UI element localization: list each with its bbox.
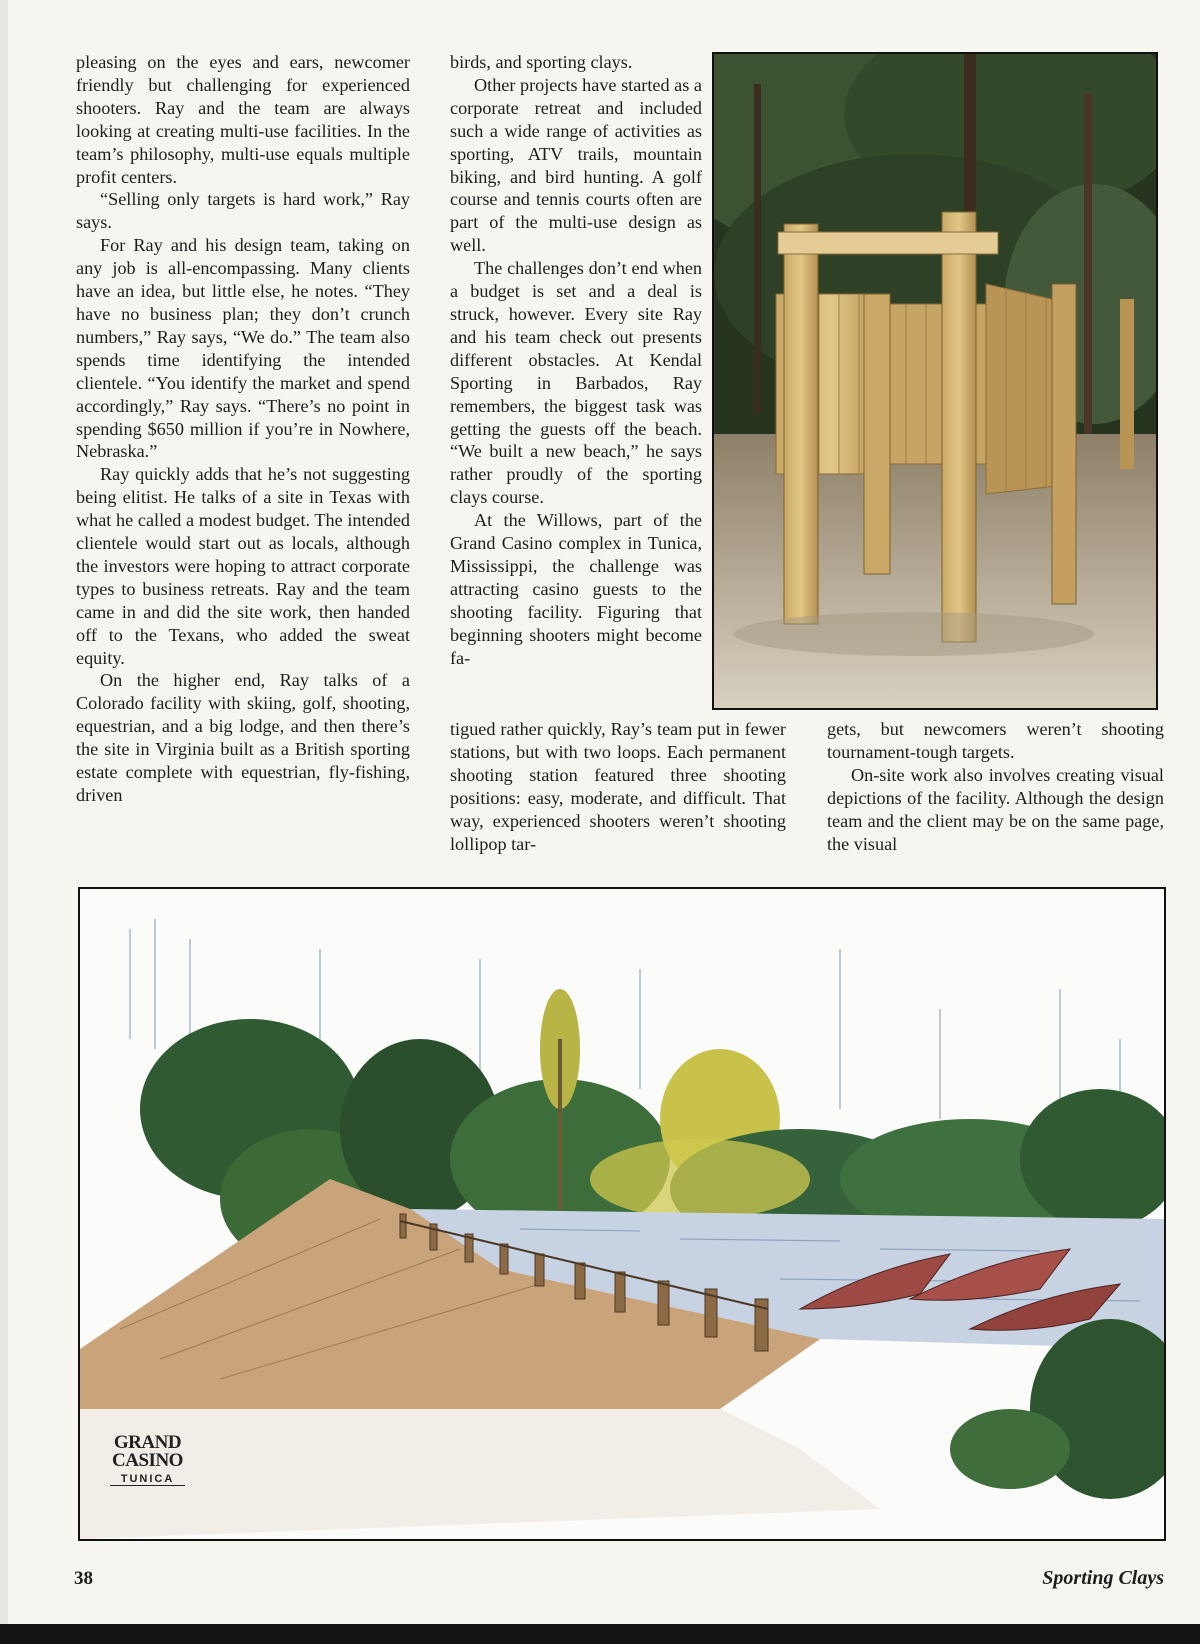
lake-dock-drawing xyxy=(80,889,1164,1539)
logo-line-2: CASINO xyxy=(112,1450,183,1471)
paragraph: On-site work also involves creating visual depictions of the facility. Although the design team and the client may be on the same page, the visual xyxy=(827,764,1164,854)
shooting-station-photo xyxy=(712,52,1158,710)
page-number: 38 xyxy=(74,1568,93,1589)
lake-sketch-illustration xyxy=(78,887,1166,1541)
paragraph: At the Willows, part of the Grand Casino complex in Tunica, Mississippi, the challenge was attracting casino guests to the shooting facility. Figuring that beginning shooters might become fa- xyxy=(450,510,702,668)
logo-line-3: TUNICA xyxy=(110,1473,185,1486)
paragraph: Other projects have started as a corporate retreat and included such a wide range of activities as sporting, ATV trails, mountain biking, and bird hunting. A golf course and tennis courts often are part of the multi-use design as well. xyxy=(450,74,702,256)
shooting-station-illustration xyxy=(714,54,1156,708)
paragraph: Ray quickly adds that he’s not suggesting being elitist. He talks of a site in Texas with what he called a modest budget. The intended clientele would start out as locals, although the investors were hoping to attract corporate types to business retreats. Ray and the team came in and did the site work, then handed off to the Texans, who added the sweat equity. xyxy=(76,464,410,668)
paragraph: “Selling only targets is hard work,” Ray says. xyxy=(76,189,410,233)
article-column-2-continued xyxy=(450,718,786,855)
paragraph: pleasing on the eyes and ears, newcomer friendly but challenging for experienced shooters. Ray and the team are always looking at creating multi-use facilities. In the team’s philosophy, multi-use equals multiple profit centers. xyxy=(76,52,410,187)
paragraph: For Ray and his design team, taking on any job is all-encompassing. Many clients have an idea, but little else, he notes. “They have no business plan; they don’t crunch numbers,” Ray says, “We do.” The team also spends time identifying the intended clientele. “You identify the market and spend accordingly,” Ray says. “There’s no point in spending $650 million if you’re in Nowhere, Nebraska.” xyxy=(76,235,410,462)
grand-casino-logo xyxy=(110,1434,185,1524)
page-edge xyxy=(0,0,8,1624)
paragraph: gets, but newcomers weren’t shooting tournament-tough targets. xyxy=(827,719,1164,762)
paragraph: The challenges don’t end when a budget is set and a deal is struck, however. Every site Ray and his team check out presents different obstacles. At Kendal Sporting in Barbados, Ray remembers, the biggest task was getting the guests off the beach. “We built a new beach,” he says rather proudly of the sporting clays course. xyxy=(450,258,702,508)
magazine-name: Sporting Clays xyxy=(1042,1567,1164,1589)
paragraph: tigued rather quickly, Ray’s team put in fewer stations, but with two loops. Each permanent shooting station featured three shooting positions: easy, moderate, and difficult. That way, experienced shooters weren’t shooting lollipop tar- xyxy=(450,719,786,854)
article-column-2 xyxy=(450,51,702,669)
article-column-3 xyxy=(827,718,1164,855)
logo-line-1: GRAND xyxy=(113,1432,182,1453)
paragraph: birds, and sporting clays. xyxy=(450,52,633,72)
paragraph: On the higher end, Ray talks of a Colorado facility with skiing, golf, shooting, equestrian, and a big lodge, and then there’s the site in Virginia built as a British sporting estate complete with equestrian, fly-fishing, driven xyxy=(76,670,410,805)
scan-bottom-edge xyxy=(0,1624,1200,1644)
article-column-1 xyxy=(76,51,410,807)
